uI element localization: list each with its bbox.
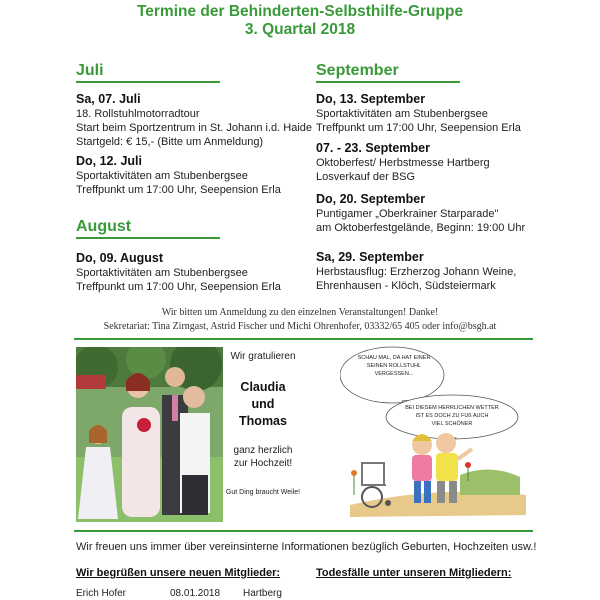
deaths-heading: Todesfälle unter unseren Mitgliedern: (316, 567, 512, 579)
divider-top (74, 338, 533, 340)
member-place: Hartberg (243, 588, 282, 599)
event-line: Herbstausflug: Erzherzog Johann Weine, (316, 266, 517, 278)
bubble-line: SCHAU MAL, DA HAT EINER (357, 355, 431, 361)
event-date: Sa, 07. Juli (76, 92, 141, 106)
event-juli-2 (76, 153, 281, 197)
event-line: Oktoberfest/ Herbstmesse Hartberg (316, 157, 490, 169)
event-september-1 (316, 91, 521, 135)
member-name: Erich Hofer (76, 588, 127, 599)
congratulations-box (224, 348, 302, 499)
new-members-heading: Wir begrüßen unsere neuen Mitglieder: (76, 567, 281, 579)
event-september-4 (316, 249, 516, 293)
congrats-und: und (251, 397, 275, 411)
event-line: Puntigamer „Oberkrainer Starparade" (316, 208, 499, 220)
event-line: Treffpunkt um 17:00 Uhr, Seepension Erla (316, 122, 521, 134)
event-date: Do, 13. September (316, 92, 426, 106)
wedding-photo (76, 347, 223, 522)
month-heading-juli: Juli (76, 62, 104, 79)
event-date: Do, 20. September (316, 192, 426, 206)
event-line: Losverkauf der BSG (316, 171, 416, 183)
event-september-3 (316, 191, 525, 235)
event-line: Treffpunkt um 17:00 Uhr, Seepension Erla (76, 281, 281, 293)
event-line: Sportaktivitäten am Stubenbergsee (316, 108, 488, 120)
bubble-line: IST ES DOCH ZU FUß AUCH (415, 413, 489, 419)
month-underline-september (316, 81, 460, 83)
secretariat-contact: Sekretariat: Tina Zirngast, Astrid Fischer und Michi Ohrenhofer, 03332/65 405 oder info@bsgh.at (103, 321, 497, 332)
event-september-2 (316, 140, 490, 184)
divider-bottom (74, 530, 533, 532)
event-line: Startgeld: € 15,- (Bitte um Anmeldung) (76, 136, 264, 148)
month-underline-juli (76, 81, 220, 83)
event-august-1 (76, 250, 281, 294)
speech-bubble-1 (352, 354, 436, 378)
event-line: am Oktoberfestgelände, Beginn: 19:00 Uhr (316, 222, 526, 234)
event-line: Sportaktivitäten am Stubenbergsee (76, 170, 248, 182)
info-request: Wir freuen uns immer über vereinsinterne Informationen bezüglich Geburten, Hochzeiten usw.! (76, 541, 537, 553)
event-line: Treffpunkt um 17:00 Uhr, Seepension Erla (76, 184, 281, 196)
month-heading-august: August (76, 218, 132, 235)
bubble-line: VERGESSEN... (374, 371, 414, 377)
event-line: 18. Rollstuhlmotorradtour (76, 108, 200, 120)
page-subtitle: 3. Quartal 2018 (244, 21, 356, 38)
member-date: 08.01.2018 (170, 588, 221, 599)
event-line: Start beim Sportzentrum in St. Johann i.d. Haide (76, 122, 313, 134)
event-date: Sa, 29. September (316, 250, 424, 264)
congrats-intro: Wir gratulieren (230, 351, 296, 362)
bubble-line: SEINEN ROLLSTUHL (366, 363, 422, 369)
speech-bubble-2 (392, 404, 512, 428)
bubble-line: BEI DIESEM HERRLICHEN WETTER (405, 405, 499, 411)
event-juli-1 (76, 91, 312, 149)
bubble-line: VIEL SCHÖNER (431, 421, 473, 427)
event-date: Do, 12. Juli (76, 154, 142, 168)
cartoon-illustration (340, 345, 532, 523)
congrats-motto: Gut Ding braucht Weile! (225, 489, 301, 496)
event-date: 07. - 23. September (316, 141, 430, 155)
event-line: Ehrenhausen - Klöch, Südsteiermark (316, 280, 496, 292)
event-date: Do, 09. August (76, 251, 164, 265)
month-heading-september: September (316, 62, 399, 79)
event-line: Sportaktivitäten am Stubenbergsee (76, 267, 248, 279)
registration-notice: Wir bitten um Anmeldung zu den einzelnen Veranstaltungen! Danke! (161, 307, 439, 318)
congrats-name-2: Thomas (239, 414, 287, 428)
page-title: Termine der Behinderten-Selbsthilfe-Gruppe (136, 3, 464, 20)
month-underline-august (76, 237, 220, 239)
congrats-line-2: zur Hochzeit! (233, 458, 293, 469)
congrats-line-1: ganz herzlich (233, 445, 293, 456)
congrats-name-1: Claudia (240, 380, 286, 394)
